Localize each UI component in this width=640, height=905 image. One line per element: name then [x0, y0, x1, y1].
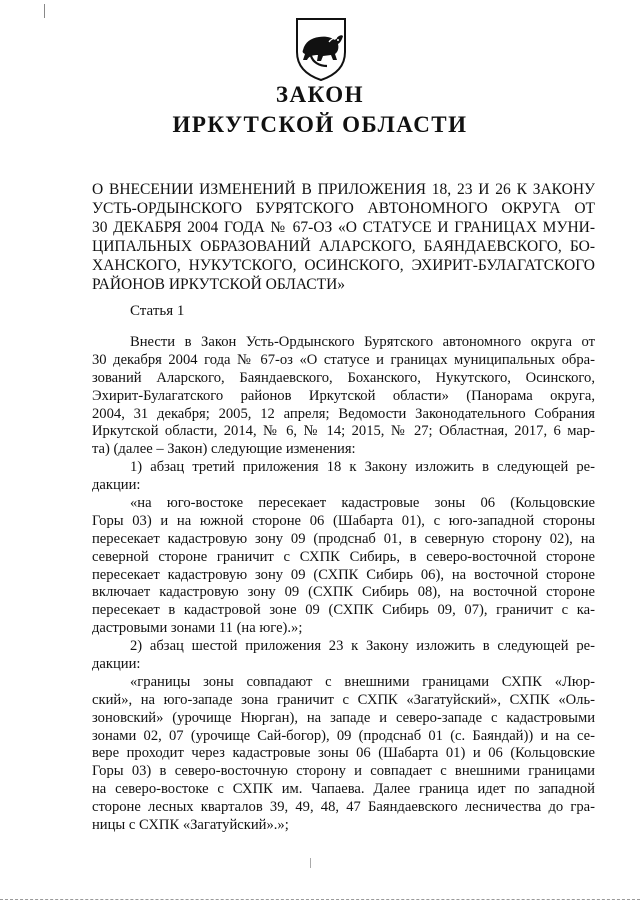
body-line: на северо-востоке с СХПК им. Чапаева. Далее граница идет по западной: [92, 781, 595, 798]
subject-line: УСТЬ-ОРДЫНСКОГО БУРЯТСКОГО АВТОНОМНОГО ОКРУГА ОТ: [92, 200, 595, 217]
body-line: зований Аларского, Баяндаевского, Боханского, Нукутского, Осинского,: [92, 369, 595, 386]
body-line: Горы 03) и на южной стороне 06 (Шабарта 01), с юго-западной стороны: [92, 512, 595, 529]
body-line: стороне лесных кварталов 39, 49, 48, 47 Баяндаевского лесничества до гра-: [92, 799, 595, 816]
body-line: пересекает кадастровую зону 09 (СХПК Сибирь 06), на восточной стороне: [92, 566, 595, 583]
article-title: Статья 1: [130, 303, 185, 319]
body-line: северной стороне граничит с СХПК Сибирь, в северо-восточной стороне: [92, 548, 595, 565]
law-title: ЗАКОН: [275, 82, 365, 107]
scan-mark: [310, 858, 311, 868]
irkutsk-babr-coat-of-arms-icon: [293, 16, 349, 82]
body-line: ский», на юго-западе зона граничит с СХПК «Загатуйский», СХПК «Оль-: [92, 691, 595, 708]
body-line: 2) абзац шестой приложения 23 к Закону изложить в следующей ре-: [130, 638, 595, 655]
body-line: пересекает в кадастровой зоне 09 (СХПК Сибирь 09, 07), граничит с ка-: [92, 602, 595, 619]
body-line: 30 декабря 2004 года № 67-оз «О статусе и границах муниципальных обра-: [92, 351, 595, 368]
body-line: дакции:: [92, 656, 141, 673]
body-line: Эхирит-Булагатского районов Иркутской области» (Панорама округа,: [92, 387, 595, 404]
body-line: включает кадастровую зону 09 (СХПК Сибирь 08), на восточной стороне: [92, 584, 595, 601]
body-line: Горы 03) в северо-восточную сторону и совпадает с внешними границами: [92, 763, 595, 780]
body-line: ницы с СХПК «Загатуйский».»;: [92, 817, 289, 834]
body-line: 1) абзац третий приложения 18 к Закону изложить в следующей ре-: [130, 459, 595, 476]
body-line: та) (далее – Закон) следующие изменения:: [92, 441, 356, 458]
body-line: зонами 02, 07 (урочище Сай-богор), 09 (продснаб 01 (с. Баяндай)) и на се-: [92, 727, 595, 744]
scan-mark: [44, 4, 45, 18]
body-line: пересекает кадастровую зону 09 (продснаб 01, в северную сторону 02), на: [92, 530, 595, 547]
body-line: зоновский» (урочище Нюрган), на западе и северо-западе с кадастровыми: [92, 709, 595, 726]
body-line: «границы зоны совпадают с внешними границами СХПК «Люр-: [130, 673, 595, 690]
subject-line: ЦИПАЛЬНЫХ ОБРАЗОВАНИЙ АЛАРСКОГО, БАЯНДАЕВСКОГО, БО-: [92, 238, 595, 255]
scan-bottom-edge: [0, 899, 640, 900]
subject-line: О ВНЕСЕНИИ ИЗМЕНЕНИЙ В ПРИЛОЖЕНИЯ 18, 23 И 26 К ЗАКОНУ: [92, 181, 595, 198]
subject-line: 30 ДЕКАБРЯ 2004 ГОДА № 67-ОЗ «О СТАТУСЕ И ГРАНИЦАХ МУНИ-: [92, 219, 595, 236]
body-line: «на юго-востоке пересекает кадастровые зоны 06 (Кольцовские: [130, 495, 595, 512]
law-region-title: ИРКУТСКОЙ ОБЛАСТИ: [172, 112, 468, 137]
subject-line: ХАНСКОГО, НУКУТСКОГО, ОСИНСКОГО, ЭХИРИТ-БУЛАГАТСКОГО: [92, 257, 595, 274]
law-subject-heading: [92, 180, 595, 294]
body-line: дастровыми зонами 11 (на юге).»;: [92, 620, 303, 637]
body-line: 2004, 31 декабря; 2005, 12 апреля; Ведомости Законодательного Собрания: [92, 405, 595, 422]
body-line: вере проходит через кадастровые зоны 06 (Шабарта 01) и 06 (Кольцовские: [92, 745, 595, 762]
body-line: Иркутской области, 2014, № 6, № 14; 2015, № 27; Областная, 2017, 6 мар-: [92, 423, 595, 440]
body-line: дакции:: [92, 477, 141, 494]
subject-line: РАЙОНОВ ИРКУТСКОЙ ОБЛАСТИ»: [92, 276, 346, 293]
article-body: [92, 334, 595, 835]
body-line: Внести в Закон Усть-Ордынского Бурятского автономного округа от: [130, 334, 595, 350]
